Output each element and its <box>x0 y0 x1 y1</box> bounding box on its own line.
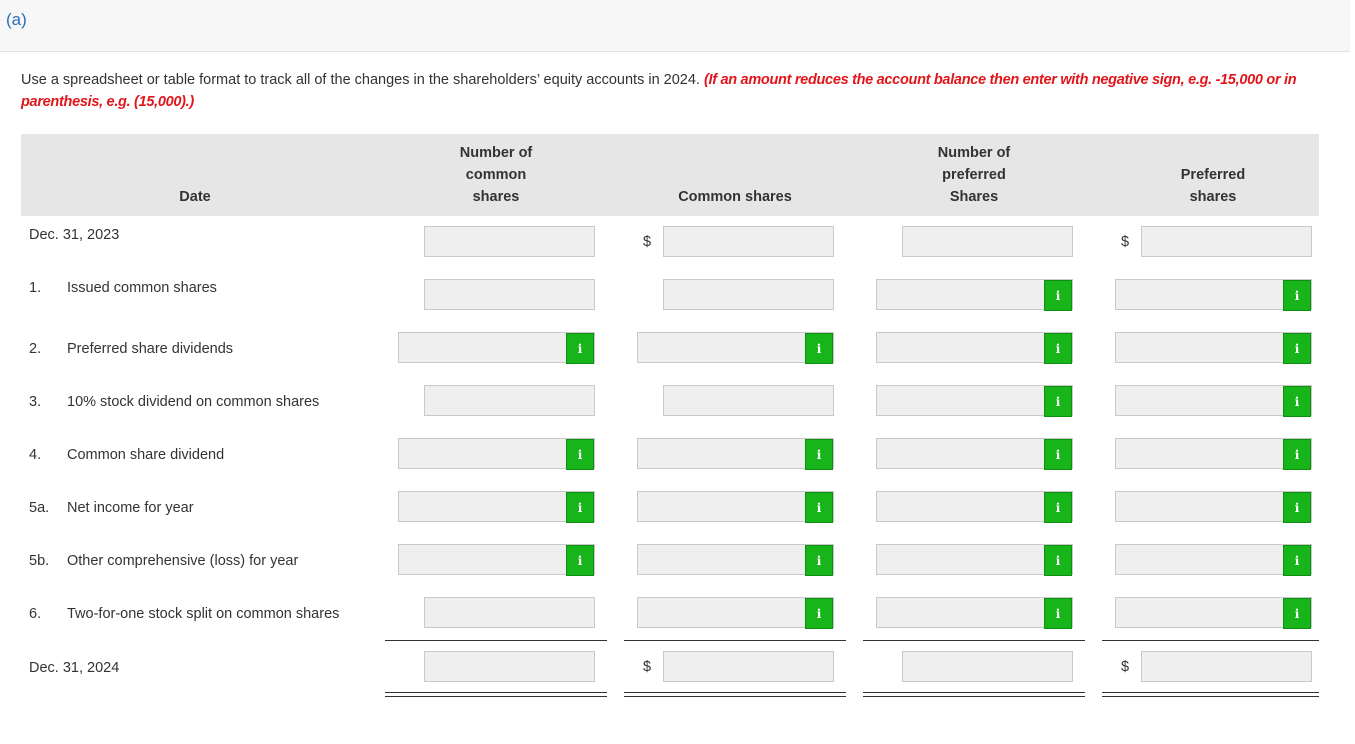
header-line: Shares <box>949 189 999 205</box>
subtotal-rule <box>863 640 1085 641</box>
preferred-shares-input[interactable] <box>1141 226 1312 257</box>
info-icon[interactable]: i <box>1283 492 1311 523</box>
table-header <box>21 134 1319 216</box>
info-icon[interactable]: i <box>1044 280 1072 311</box>
subtotal-rule <box>385 640 607 641</box>
info-icon[interactable]: i <box>1283 333 1311 364</box>
info-icon[interactable]: i <box>1283 545 1311 576</box>
preferred-shares-input[interactable] <box>1115 597 1312 628</box>
info-icon[interactable]: i <box>805 439 833 470</box>
info-icon[interactable]: i <box>1283 439 1311 470</box>
info-icon[interactable]: i <box>805 545 833 576</box>
common-shares-input[interactable] <box>663 279 834 310</box>
row-number: 2. <box>29 341 42 357</box>
common-shares-input[interactable] <box>663 226 834 257</box>
preferred-shares-input[interactable] <box>1115 491 1312 522</box>
total-double-rule <box>385 692 607 697</box>
info-icon[interactable]: i <box>805 333 833 364</box>
header-line: Number of <box>459 145 533 161</box>
header-common-shares: Common shares <box>678 189 792 205</box>
info-icon[interactable]: i <box>1044 545 1072 576</box>
header-preferred-shares <box>1123 164 1303 208</box>
total-double-rule <box>624 692 846 697</box>
info-icon[interactable]: i <box>1044 439 1072 470</box>
info-icon[interactable]: i <box>1044 598 1072 629</box>
header-line: preferred <box>942 167 1006 183</box>
total-double-rule <box>863 692 1085 697</box>
row-number: 5b. <box>29 553 50 569</box>
number-of-preferred-shares-input[interactable] <box>876 597 1073 628</box>
number-of-common-shares-input[interactable] <box>424 279 595 310</box>
row-label: Net income for year <box>67 500 194 516</box>
preferred-shares-input[interactable] <box>1115 438 1312 469</box>
row-number: 6. <box>29 606 42 622</box>
info-icon[interactable]: i <box>805 598 833 629</box>
subtotal-rule <box>1102 640 1319 641</box>
number-of-common-shares-input[interactable] <box>424 226 595 257</box>
number-of-preferred-shares-input[interactable] <box>876 279 1073 310</box>
preferred-shares-input[interactable] <box>1141 651 1312 682</box>
info-icon[interactable]: i <box>566 545 594 576</box>
number-of-common-shares-input[interactable] <box>398 332 595 363</box>
info-icon[interactable]: i <box>1044 386 1072 417</box>
header-date: Date <box>179 189 211 205</box>
header-line: shares <box>1189 189 1237 205</box>
header-line: common <box>465 167 527 183</box>
dollar-sign: $ <box>643 234 652 250</box>
common-shares-input[interactable] <box>637 491 834 522</box>
total-double-rule <box>1102 692 1319 697</box>
common-shares-input[interactable] <box>663 651 834 682</box>
common-shares-input[interactable] <box>637 438 834 469</box>
subtotal-rule <box>624 640 846 641</box>
part-header-bar <box>0 0 1350 52</box>
header-number-of-preferred-shares <box>884 142 1064 208</box>
number-of-preferred-shares-input[interactable] <box>902 651 1073 682</box>
header-line: Preferred <box>1180 167 1246 183</box>
part-label: (a) <box>6 10 27 29</box>
info-icon[interactable]: i <box>566 492 594 523</box>
instructions-note: (If an amount reduces the account balance then enter with negative sign, e.g. -15,000 or in parenthesis, e.g. (15,000).) <box>21 72 1297 110</box>
number-of-preferred-shares-input[interactable] <box>876 491 1073 522</box>
info-icon[interactable]: i <box>1283 598 1311 629</box>
number-of-common-shares-input[interactable] <box>398 438 595 469</box>
common-shares-input[interactable] <box>663 385 834 416</box>
number-of-common-shares-input[interactable] <box>398 544 595 575</box>
row-date-label: Dec. 31, 2023 <box>29 227 120 243</box>
dollar-sign: $ <box>1121 659 1130 675</box>
info-icon[interactable]: i <box>805 492 833 523</box>
info-icon[interactable]: i <box>1283 280 1311 311</box>
row-label: Preferred share dividends <box>67 341 234 357</box>
number-of-preferred-shares-input[interactable] <box>876 385 1073 416</box>
header-number-of-common-shares <box>406 142 586 208</box>
number-of-common-shares-input[interactable] <box>424 597 595 628</box>
preferred-shares-input[interactable] <box>1115 544 1312 575</box>
row-label: 10% stock dividend on common shares <box>67 394 320 410</box>
row-date-label: Dec. 31, 2024 <box>29 660 120 676</box>
dollar-sign: $ <box>1121 234 1130 250</box>
number-of-preferred-shares-input[interactable] <box>876 332 1073 363</box>
common-shares-input[interactable] <box>637 544 834 575</box>
row-number: 5a. <box>29 500 50 516</box>
row-label: Two-for-one stock split on common shares <box>67 606 340 622</box>
number-of-common-shares-input[interactable] <box>424 385 595 416</box>
preferred-shares-input[interactable] <box>1115 385 1312 416</box>
number-of-preferred-shares-input[interactable] <box>876 438 1073 469</box>
info-icon[interactable]: i <box>566 333 594 364</box>
preferred-shares-input[interactable] <box>1115 332 1312 363</box>
common-shares-input[interactable] <box>637 597 834 628</box>
instructions-main: Use a spreadsheet or table format to track all of the changes in the shareholders’ equity accounts in 2024. <box>21 72 700 88</box>
row-number: 4. <box>29 447 42 463</box>
preferred-shares-input[interactable] <box>1115 279 1312 310</box>
info-icon[interactable]: i <box>1044 333 1072 364</box>
instructions <box>21 69 1321 113</box>
number-of-common-shares-input[interactable] <box>398 491 595 522</box>
info-icon[interactable]: i <box>1283 386 1311 417</box>
row-number: 3. <box>29 394 42 410</box>
number-of-common-shares-input[interactable] <box>424 651 595 682</box>
row-label: Issued common shares <box>67 280 217 296</box>
number-of-preferred-shares-input[interactable] <box>902 226 1073 257</box>
row-number: 1. <box>29 280 42 296</box>
header-line: shares <box>472 189 520 205</box>
row-label: Common share dividend <box>67 447 225 463</box>
row-label: Other comprehensive (loss) for year <box>67 553 299 569</box>
common-shares-input[interactable] <box>637 332 834 363</box>
info-icon[interactable]: i <box>1044 492 1072 523</box>
info-icon[interactable]: i <box>566 439 594 470</box>
dollar-sign: $ <box>643 659 652 675</box>
number-of-preferred-shares-input[interactable] <box>876 544 1073 575</box>
header-line: Number of <box>937 145 1011 161</box>
